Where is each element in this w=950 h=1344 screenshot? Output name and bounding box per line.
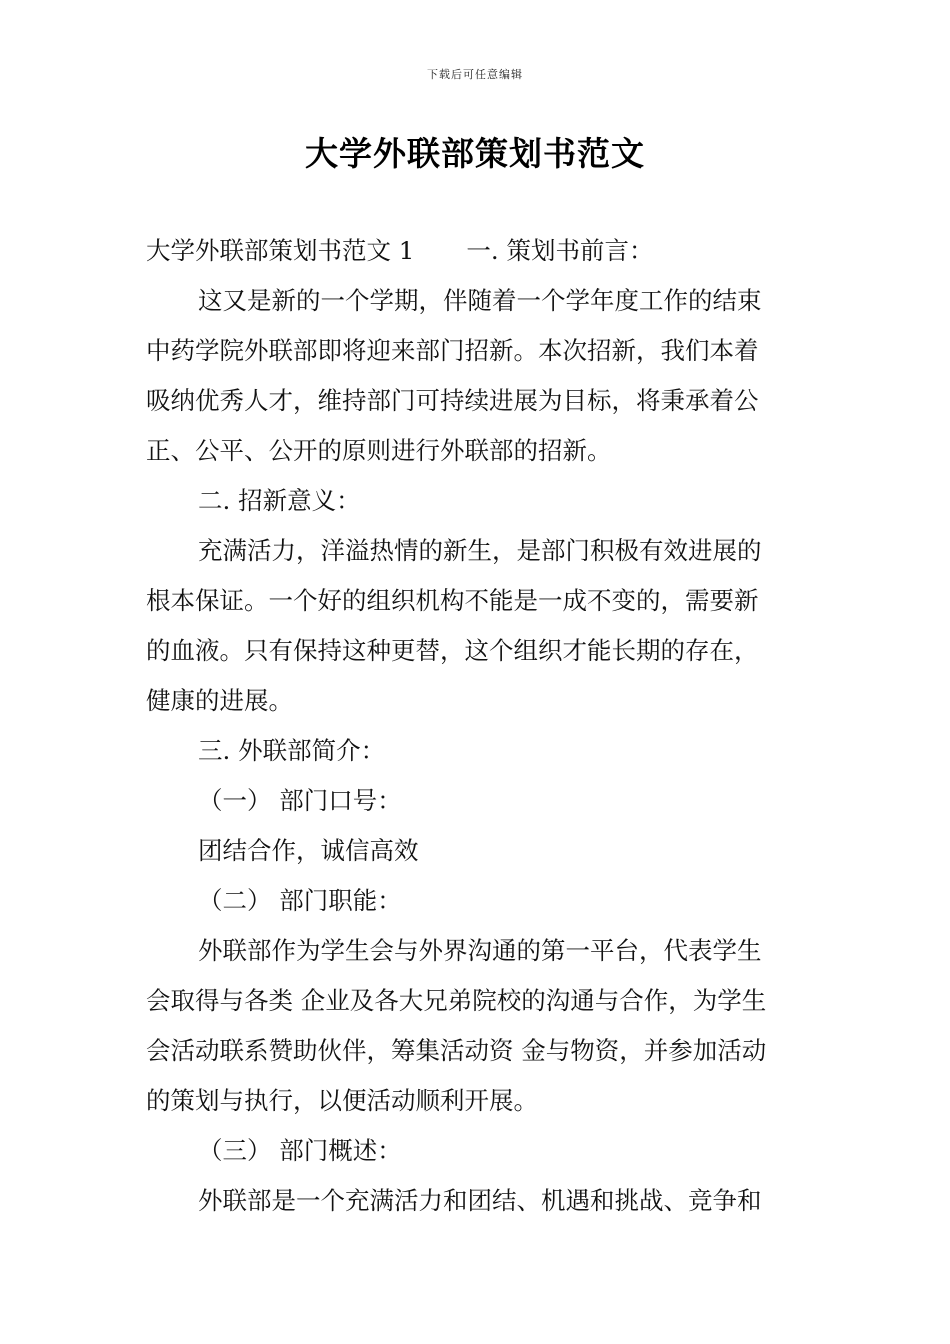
paragraph-line: 这又是新的一个学期，伴随着一个学年度工作的结束 — [198, 286, 762, 315]
line-tail-text: 一. 策划书前言： — [466, 236, 654, 265]
paragraph-line: 外联部是一个充满活力和团结、机遇和挑战、竞争和 — [198, 1186, 762, 1215]
section-heading: 二. 招新意义： — [198, 486, 361, 515]
paragraph-line: 正、公平、公开的原则进行外联部的招新。 — [146, 436, 612, 465]
paragraph-line: 中药学院外联部即将迎来部门招新。本次招新，我们本着 — [146, 336, 759, 365]
paragraph-line: 健康的进展。 — [146, 686, 293, 715]
subsection-heading: （二） 部门职能： — [198, 886, 402, 915]
paragraph-line: 吸纳优秀人才，维持部门可持续进展为目标，将秉承着公 — [146, 386, 759, 415]
subsection-heading: （一） 部门口号： — [198, 786, 402, 815]
subsection-heading: （三） 部门概述： — [198, 1136, 402, 1165]
line-text: 大学外联部策划书范文 1 — [146, 236, 415, 265]
header-note: 下载后可任意编辑 — [427, 68, 523, 81]
paragraph-line: 外联部作为学生会与外界沟通的第一平台，代表学生 — [198, 936, 762, 965]
paragraph-line: 团结合作，诚信高效 — [198, 836, 419, 865]
paragraph-line: 的血液。只有保持这种更替，这个组织才能长期的存在， — [146, 636, 759, 665]
paragraph-line: 充满活力，洋溢热情的新生，是部门积极有效进展的 — [198, 536, 762, 565]
paragraph-line: 会取得与各类 企业及各大兄弟院校的沟通与合作，为学生 — [146, 986, 767, 1015]
paragraph-line: 会活动联系赞助伙伴，筹集活动资 金与物资，并参加活动 — [146, 1036, 767, 1065]
section-heading: 三. 外联部简介： — [198, 736, 386, 765]
document-title: 大学外联部策划书范文 — [305, 134, 645, 173]
paragraph-line — [146, 226, 806, 276]
document-body — [146, 226, 806, 1226]
paragraph-line: 的策划与执行，以便活动顺利开展。 — [146, 1086, 538, 1115]
paragraph-line: 根本保证。一个好的组织机构不能是一成不变的，需要新 — [146, 586, 759, 615]
